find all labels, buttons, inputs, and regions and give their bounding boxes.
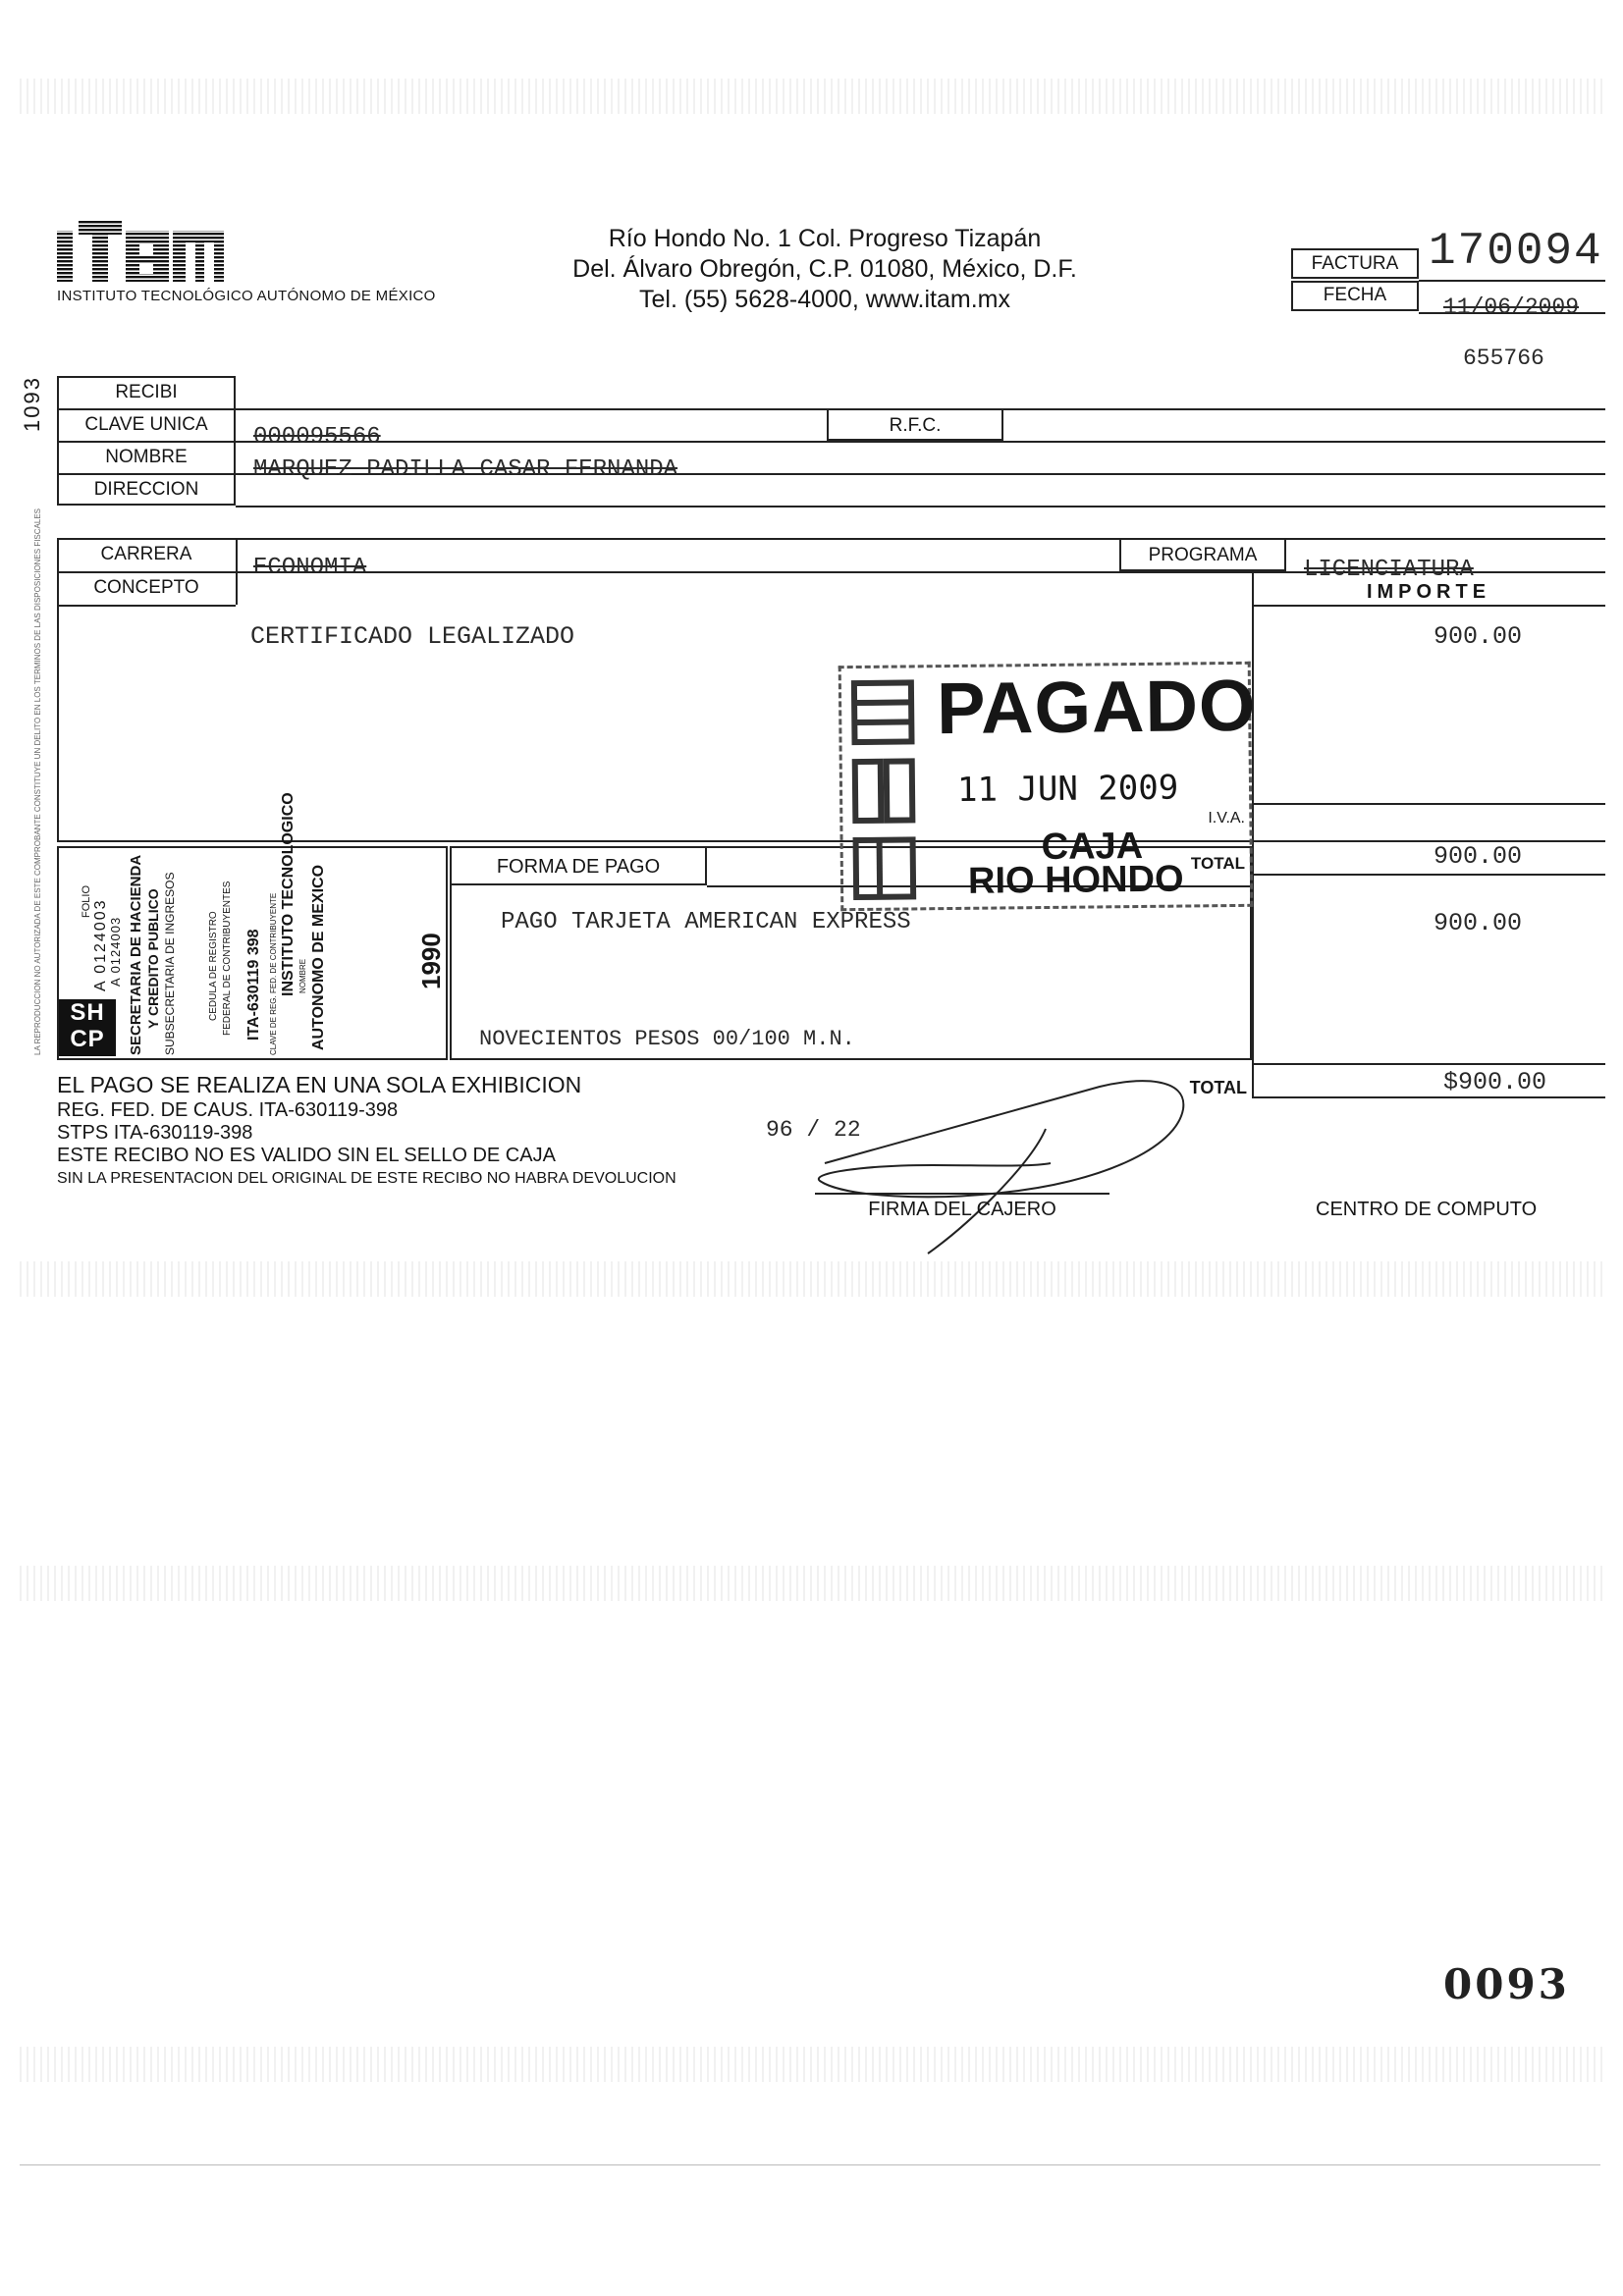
clave-unica-value: 000095566 bbox=[253, 424, 381, 451]
stamp-rio-hondo: RIO HONDO bbox=[967, 858, 1184, 902]
subtotal-label: TOTAL bbox=[1190, 854, 1245, 873]
institution-vertical: INSTITUTO TECNOLOGICO bbox=[280, 792, 297, 996]
scan-noise bbox=[20, 79, 1603, 114]
clave-unica-label: CLAVE UNICA bbox=[84, 414, 208, 435]
counter-value: 96 / 22 bbox=[766, 1117, 861, 1143]
nombre-small-label: NOMBRE bbox=[298, 958, 307, 993]
programa-value: LICENCIATURA bbox=[1304, 557, 1474, 583]
factura-label: FACTURA bbox=[1311, 253, 1399, 274]
row-rule bbox=[57, 408, 236, 410]
institution-vertical-2: AUTONOMO DE MEXICO bbox=[310, 864, 327, 1050]
itam-logo bbox=[57, 221, 224, 282]
shcp-year: 1990 bbox=[416, 933, 446, 989]
reference-number: 655766 bbox=[1463, 346, 1544, 371]
legal-side-text: LA REPRODUCCION NO AUTORIZADA DE ESTE COMPROBANTE CONSTITUYE UN DELITO EN LOS TERMINOS DE LAS DISPOSICIONES FISCALES bbox=[33, 508, 42, 1055]
footer-line: STPS ITA-630119-398 bbox=[57, 1122, 253, 1144]
footer-line: EL PAGO SE REALIZA EN UNA SOLA EXHIBICION bbox=[57, 1072, 582, 1097]
scan-noise bbox=[20, 2047, 1603, 2082]
shcp-credito: Y CREDITO PUBLICO bbox=[145, 888, 161, 1029]
fecha-label: FECHA bbox=[1323, 285, 1387, 305]
address-block bbox=[550, 224, 1100, 315]
recibi-label: RECIBI bbox=[115, 382, 178, 402]
grand-total-value: $900.00 bbox=[1442, 1068, 1546, 1096]
importe-label: IMPORTE bbox=[1366, 581, 1491, 603]
institution-name: INSTITUTO TECNOLÓGICO AUTÓNOMO DE MÉXICO bbox=[57, 288, 436, 304]
row-rule bbox=[1252, 874, 1605, 876]
factura-rule bbox=[1419, 280, 1605, 282]
page-rule bbox=[20, 2164, 1600, 2165]
concept-description: CERTIFICADO LEGALIZADO bbox=[250, 622, 575, 651]
address-line: Del. Álvaro Obregón, C.P. 01080, México, D.F. bbox=[572, 255, 1077, 283]
scan-noise bbox=[20, 1261, 1603, 1297]
payment-method-amount: 900.00 bbox=[1433, 909, 1522, 937]
row-rule bbox=[236, 441, 1605, 443]
pagado-stamp bbox=[839, 662, 1257, 911]
footer-line: ESTE RECIBO NO ES VALIDO SIN EL SELLO DE CAJA bbox=[57, 1145, 556, 1166]
cedula-label-2: FEDERAL DE CONTRIBUYENTES bbox=[222, 881, 233, 1036]
shcp-logo: SH CP bbox=[59, 999, 116, 1056]
firma-cajero-label: FIRMA DEL CAJERO bbox=[868, 1199, 1056, 1220]
direccion-label: DIRECCION bbox=[93, 479, 199, 500]
clave-contribuyente-label: CLAVE DE REG. FED. DE CONTRIBUYENTE bbox=[269, 892, 278, 1055]
row-rule bbox=[236, 506, 1605, 507]
stamp-title: PAGADO bbox=[936, 664, 1257, 750]
factura-number: 170094 bbox=[1429, 226, 1603, 277]
folio-number: A 0124003 bbox=[92, 898, 109, 991]
signature-line bbox=[815, 1193, 1109, 1195]
stamp-caja: CAJA bbox=[1041, 825, 1144, 869]
forma-de-pago-label: FORMA DE PAGO bbox=[496, 856, 661, 878]
carrera-value: ECONOMIA bbox=[253, 555, 367, 581]
rfc-label: R.F.C. bbox=[889, 415, 942, 436]
programa-label: PROGRAMA bbox=[1148, 545, 1258, 565]
row-rule bbox=[57, 571, 236, 573]
fecha-value: 11/06/2009 bbox=[1443, 294, 1580, 320]
scan-noise bbox=[20, 1566, 1603, 1601]
shcp-secretaria: SECRETARIA DE HACIENDA bbox=[128, 854, 144, 1055]
grand-total-label: TOTAL bbox=[1189, 1078, 1247, 1097]
footer-line: REG. FED. DE CAUS. ITA-630119-398 bbox=[57, 1099, 399, 1121]
centro-computo-label: CENTRO DE COMPUTO bbox=[1316, 1199, 1538, 1220]
cedula-label: CEDULA DE REGISTRO bbox=[208, 911, 219, 1021]
row-rule bbox=[1252, 803, 1605, 805]
row-rule bbox=[57, 473, 236, 475]
folio-label: FOLIO bbox=[81, 884, 92, 918]
subtotal-value: 900.00 bbox=[1433, 842, 1522, 871]
nombre-label: NOMBRE bbox=[105, 447, 188, 467]
row-rule bbox=[1252, 1063, 1605, 1065]
row-rule bbox=[1252, 605, 1605, 607]
footer-line: SIN LA PRESENTACION DEL ORIGINAL DE ESTE RECIBO NO HABRA DEVOLUCION bbox=[57, 1170, 676, 1187]
payment-method: PAGO TARJETA AMERICAN EXPRESS bbox=[501, 909, 911, 935]
page-number: 0093 bbox=[1443, 1960, 1570, 2008]
stamp-emblem bbox=[848, 676, 919, 903]
shcp-subsecretaria: SUBSECRETARIA DE INGRESOS bbox=[163, 872, 177, 1055]
row-rule bbox=[57, 441, 236, 443]
amount-in-words: NOVECIENTOS PESOS 00/100 M.N. bbox=[479, 1027, 855, 1051]
address-line: Tel. (55) 5628-4000, www.itam.mx bbox=[639, 286, 1010, 313]
folio-number-2: A 0124003 bbox=[108, 916, 123, 987]
iva-label: I.V.A. bbox=[1208, 810, 1245, 827]
row-rule bbox=[57, 605, 236, 607]
address-line: Río Hondo No. 1 Col. Progreso Tizapán bbox=[608, 225, 1042, 252]
edge-number: 1093 bbox=[20, 376, 44, 432]
concept-amount: 900.00 bbox=[1433, 622, 1522, 651]
nombre-value: MARQUEZ PADILLA CASAR FERNANDA bbox=[253, 456, 678, 483]
cashier-signature bbox=[805, 1075, 1217, 1256]
row-rule bbox=[1252, 1096, 1605, 1098]
stamp-date: 11 JUN 2009 bbox=[956, 768, 1179, 810]
carrera-label: CARRERA bbox=[100, 544, 192, 564]
rfc-number: ITA-630119 398 bbox=[245, 929, 262, 1041]
concepto-label: CONCEPTO bbox=[93, 577, 199, 598]
